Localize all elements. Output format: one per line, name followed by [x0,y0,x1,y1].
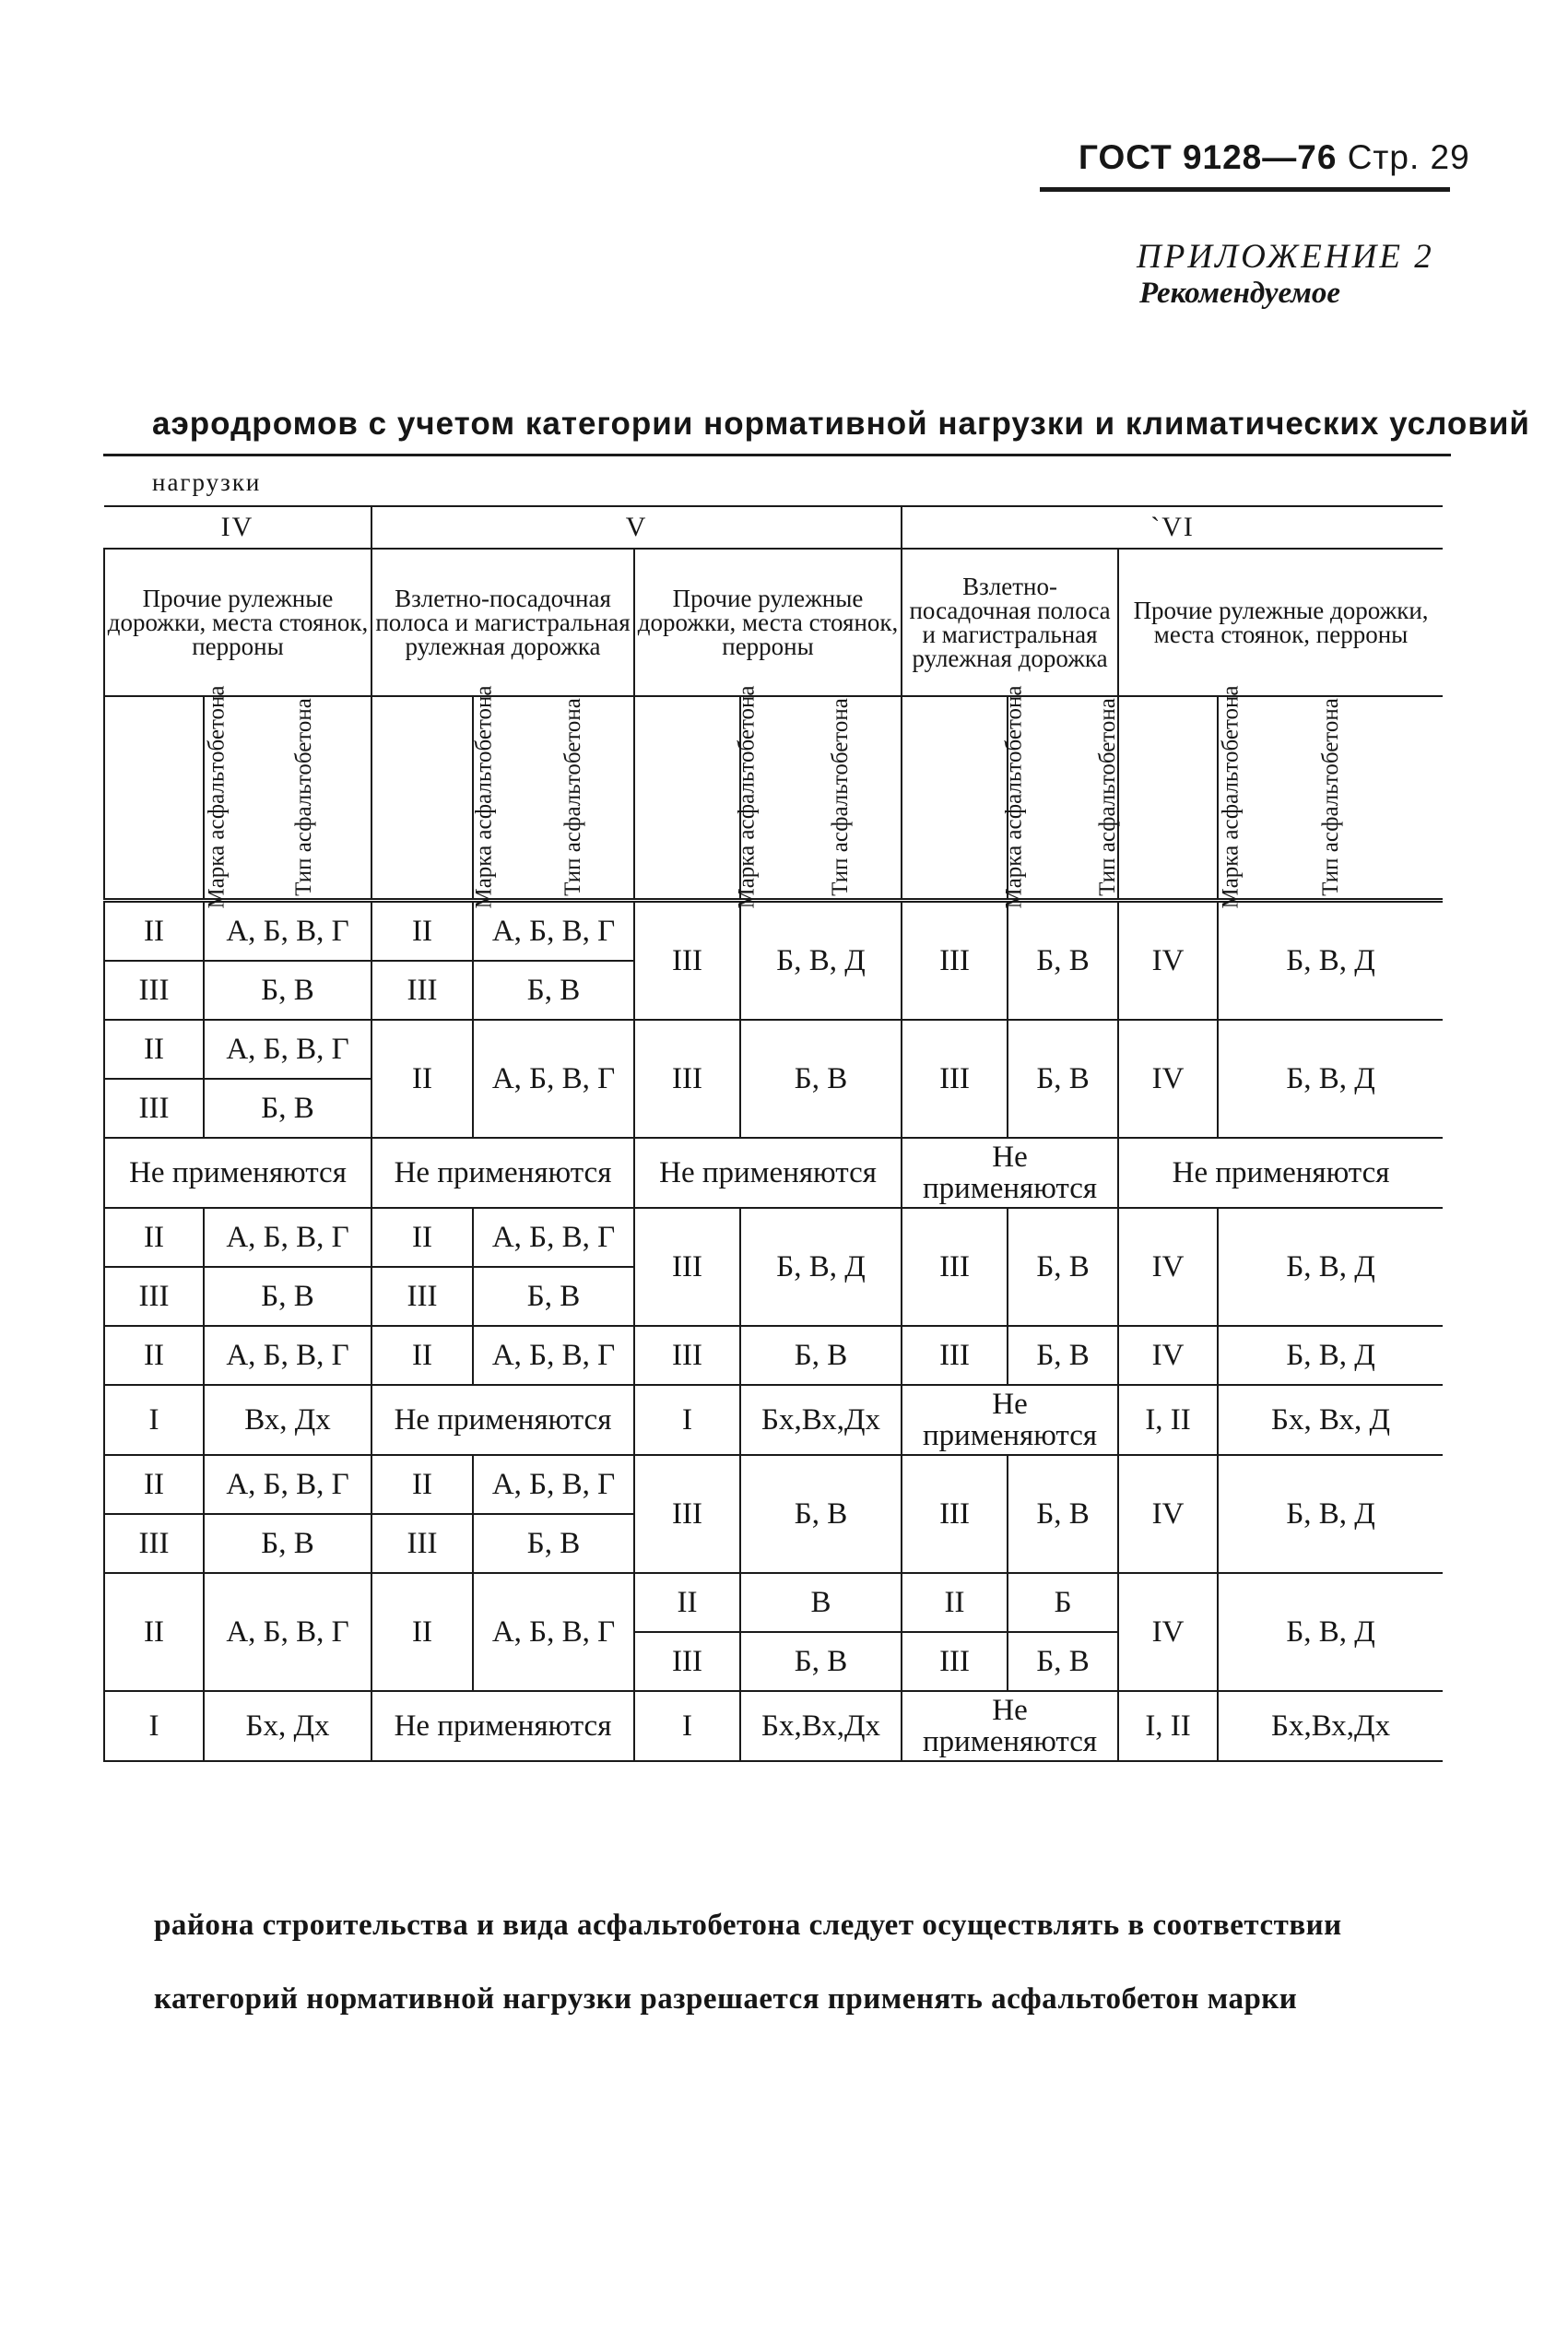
table-cell: III [371,1514,473,1573]
table-cell: Б, В, Д [1218,901,1443,1021]
table-cell: IV [1118,1326,1218,1385]
table-cell: IV [1118,1455,1218,1573]
table-cell: III [104,1514,204,1573]
table-cell: III [902,901,1008,1021]
table-cell: I [634,1385,740,1455]
table-cell: Бх,Вх,Дх [740,1691,902,1761]
na-cell: Не применяются [634,1138,902,1208]
table-cell: II [104,1020,204,1079]
table-row [104,1208,1443,1267]
na-cell: Не применяются [104,1138,371,1208]
table-row [104,1455,1443,1514]
table-cell: III [634,901,740,1021]
body-text-line: района строительства и вида асфальтобетона следует осуществлять в соответствии [154,1909,1342,1942]
category-v: V [371,506,902,549]
table-cell: Б, В [1008,1632,1118,1691]
table-cell: А, Б, В, Г [204,901,371,962]
table-cell: IV [1118,1573,1218,1691]
na-cell: Не применяются [902,1138,1118,1208]
grade-column-header: Марка асфальтобетона [734,685,760,909]
table-cell: II [104,1573,204,1691]
table-cell: III [634,1326,740,1385]
table-cell: I, II [1118,1385,1218,1455]
table-cell: II [371,1326,473,1385]
grade-column-header: Марка асфальтобетона [1218,685,1244,909]
header-rule [1040,187,1450,192]
table-cell: Б, В [1008,1455,1118,1573]
table-cell: Б, В, Д [1218,1326,1443,1385]
table-row [104,1138,1443,1208]
table-row [104,901,1443,962]
table-cell: Б, В, Д [1218,1020,1443,1138]
table-title: аэродромов с учетом категории нормативной нагрузки и климатических условий [152,406,1530,442]
table-cell: Б, В [740,1455,902,1573]
table-cell: Б, В [1008,1326,1118,1385]
table-cell: А, Б, В, Г [473,901,634,962]
table-cell: Б, В [204,1267,371,1326]
table-cell: III [634,1020,740,1138]
na-cell: Не применяются [902,1691,1118,1761]
table-cell: II [371,901,473,962]
na-cell: Не применяются [371,1691,634,1761]
group-header: Взлетно-посадочная полоса и магистральная рулежная дорожка [371,549,634,696]
category-vi: `VI [902,506,1443,549]
table-cell: III [902,1632,1008,1691]
group-header: Прочие рулежные дорожки, места стоянок, перроны [1118,549,1443,696]
type-column-header: Тип асфальтобетона [1318,698,1344,896]
table-cell: Бх, Вх, Д [1218,1385,1443,1455]
table-cell: А, Б, В, Г [204,1020,371,1079]
table-cell: А, Б, В, Г [473,1208,634,1267]
table-cell: А, Б, В, Г [204,1208,371,1267]
load-label: нагрузки [152,468,262,496]
table-cell: IV [1118,1208,1218,1326]
category-iv: IV [104,506,371,549]
table-row [104,1691,1443,1761]
table-cell: Б, В [740,1632,902,1691]
table-cell: Б, В [473,961,634,1020]
table-cell: А, Б, В, Г [473,1020,634,1138]
na-cell: Не применяются [371,1138,634,1208]
type-column-header: Тип асфальтобетона [827,698,853,896]
group-header: Прочие рулежные дорожки, места стоянок, перроны [634,549,902,696]
table-cell: А, Б, В, Г [473,1455,634,1514]
table-cell: III [634,1208,740,1326]
type-column-header: Тип асфальтобетона [1094,698,1120,896]
table-cell: III [104,961,204,1020]
group-header: Прочие рулежные дорожки, места стоянок, перроны [104,549,371,696]
table-cell: Б, В [473,1514,634,1573]
table-row [104,1326,1443,1385]
table-cell: Б, В, Д [1218,1455,1443,1573]
na-cell: Не применяются [1118,1138,1443,1208]
grade-column-header: Марка асфальтобетона [1001,685,1027,909]
table-cell: А, Б, В, Г [204,1326,371,1385]
table-row [104,1573,1443,1632]
title-rule [103,454,1451,456]
grade-column-header: Марка асфальтобетона [204,685,230,909]
table-cell: Б, В, Д [740,901,902,1021]
table-cell: Б, В [204,961,371,1020]
table-cell: I [104,1385,204,1455]
table-cell: II [104,1455,204,1514]
group-header: Взлетно-посадочная полоса и магистральная рулежная дорожка [902,549,1118,696]
table-cell: II [634,1573,740,1632]
table-cell: III [902,1326,1008,1385]
table-cell: IV [1118,1020,1218,1138]
grade-column-header: Марка асфальтобетона [471,685,497,909]
table-cell: III [104,1079,204,1138]
table-cell: II [902,1573,1008,1632]
table-cell: А, Б, В, Г [473,1326,634,1385]
table-cell: I, II [1118,1691,1218,1761]
type-column-header: Тип асфальтобетона [290,698,316,896]
table-cell: Б, В, Д [1218,1573,1443,1691]
table-cell: Бх, Дх [204,1691,371,1761]
table-cell: I [634,1691,740,1761]
table-cell: Б, В [1008,1020,1118,1138]
table-cell: III [104,1267,204,1326]
table-cell: А, Б, В, Г [204,1573,371,1691]
table-cell: II [104,1208,204,1267]
table-cell: I [104,1691,204,1761]
table-cell: III [634,1455,740,1573]
table-cell: IV [1118,901,1218,1021]
table-cell: Б, В [473,1267,634,1326]
table-cell: II [104,1326,204,1385]
table-cell: III [902,1020,1008,1138]
table-cell: Б, В [740,1326,902,1385]
table-cell: III [902,1208,1008,1326]
table-cell: Б, В, Д [740,1208,902,1326]
table-cell: II [371,1208,473,1267]
na-cell: Не применяются [371,1385,634,1455]
table-cell: Б, В [740,1020,902,1138]
na-cell: Не применяются [902,1385,1118,1455]
appendix-title: ПРИЛОЖЕНИЕ 2 [1137,238,1434,276]
appendix-subtitle: Рекомендуемое [1139,277,1341,310]
table-row [104,1385,1443,1455]
table-cell: II [104,901,204,962]
table-cell: II [371,1020,473,1138]
gost-reference [1079,138,1470,177]
table-cell: Б, В [204,1514,371,1573]
recommendation-table [103,505,1443,1762]
table-row [104,1020,1443,1079]
table-cell: II [371,1573,473,1691]
table-cell: Бх,Вх,Дх [740,1385,902,1455]
table-cell: А, Б, В, Г [473,1573,634,1691]
table-cell: Б [1008,1573,1118,1632]
page-number: Стр. 29 [1347,138,1470,176]
table-cell: Бх,Вх,Дх [1218,1691,1443,1761]
table-cell: Б, В, Д [1218,1208,1443,1326]
table-cell: III [634,1632,740,1691]
table-cell: Б, В [204,1079,371,1138]
table-cell: III [371,961,473,1020]
table-cell: В [740,1573,902,1632]
table-cell: Б, В [1008,1208,1118,1326]
table-cell: Б, В [1008,901,1118,1021]
gost-number: ГОСТ 9128—76 [1079,138,1338,176]
type-column-header: Тип асфальтобетона [560,698,585,896]
table-cell: III [371,1267,473,1326]
body-text-line: категорий нормативной нагрузки разрешается применять асфальтобетон марки [154,1982,1298,2016]
table-cell: Вх, Дх [204,1385,371,1455]
table-cell: А, Б, В, Г [204,1455,371,1514]
table-cell: II [371,1455,473,1514]
table-cell: III [902,1455,1008,1573]
